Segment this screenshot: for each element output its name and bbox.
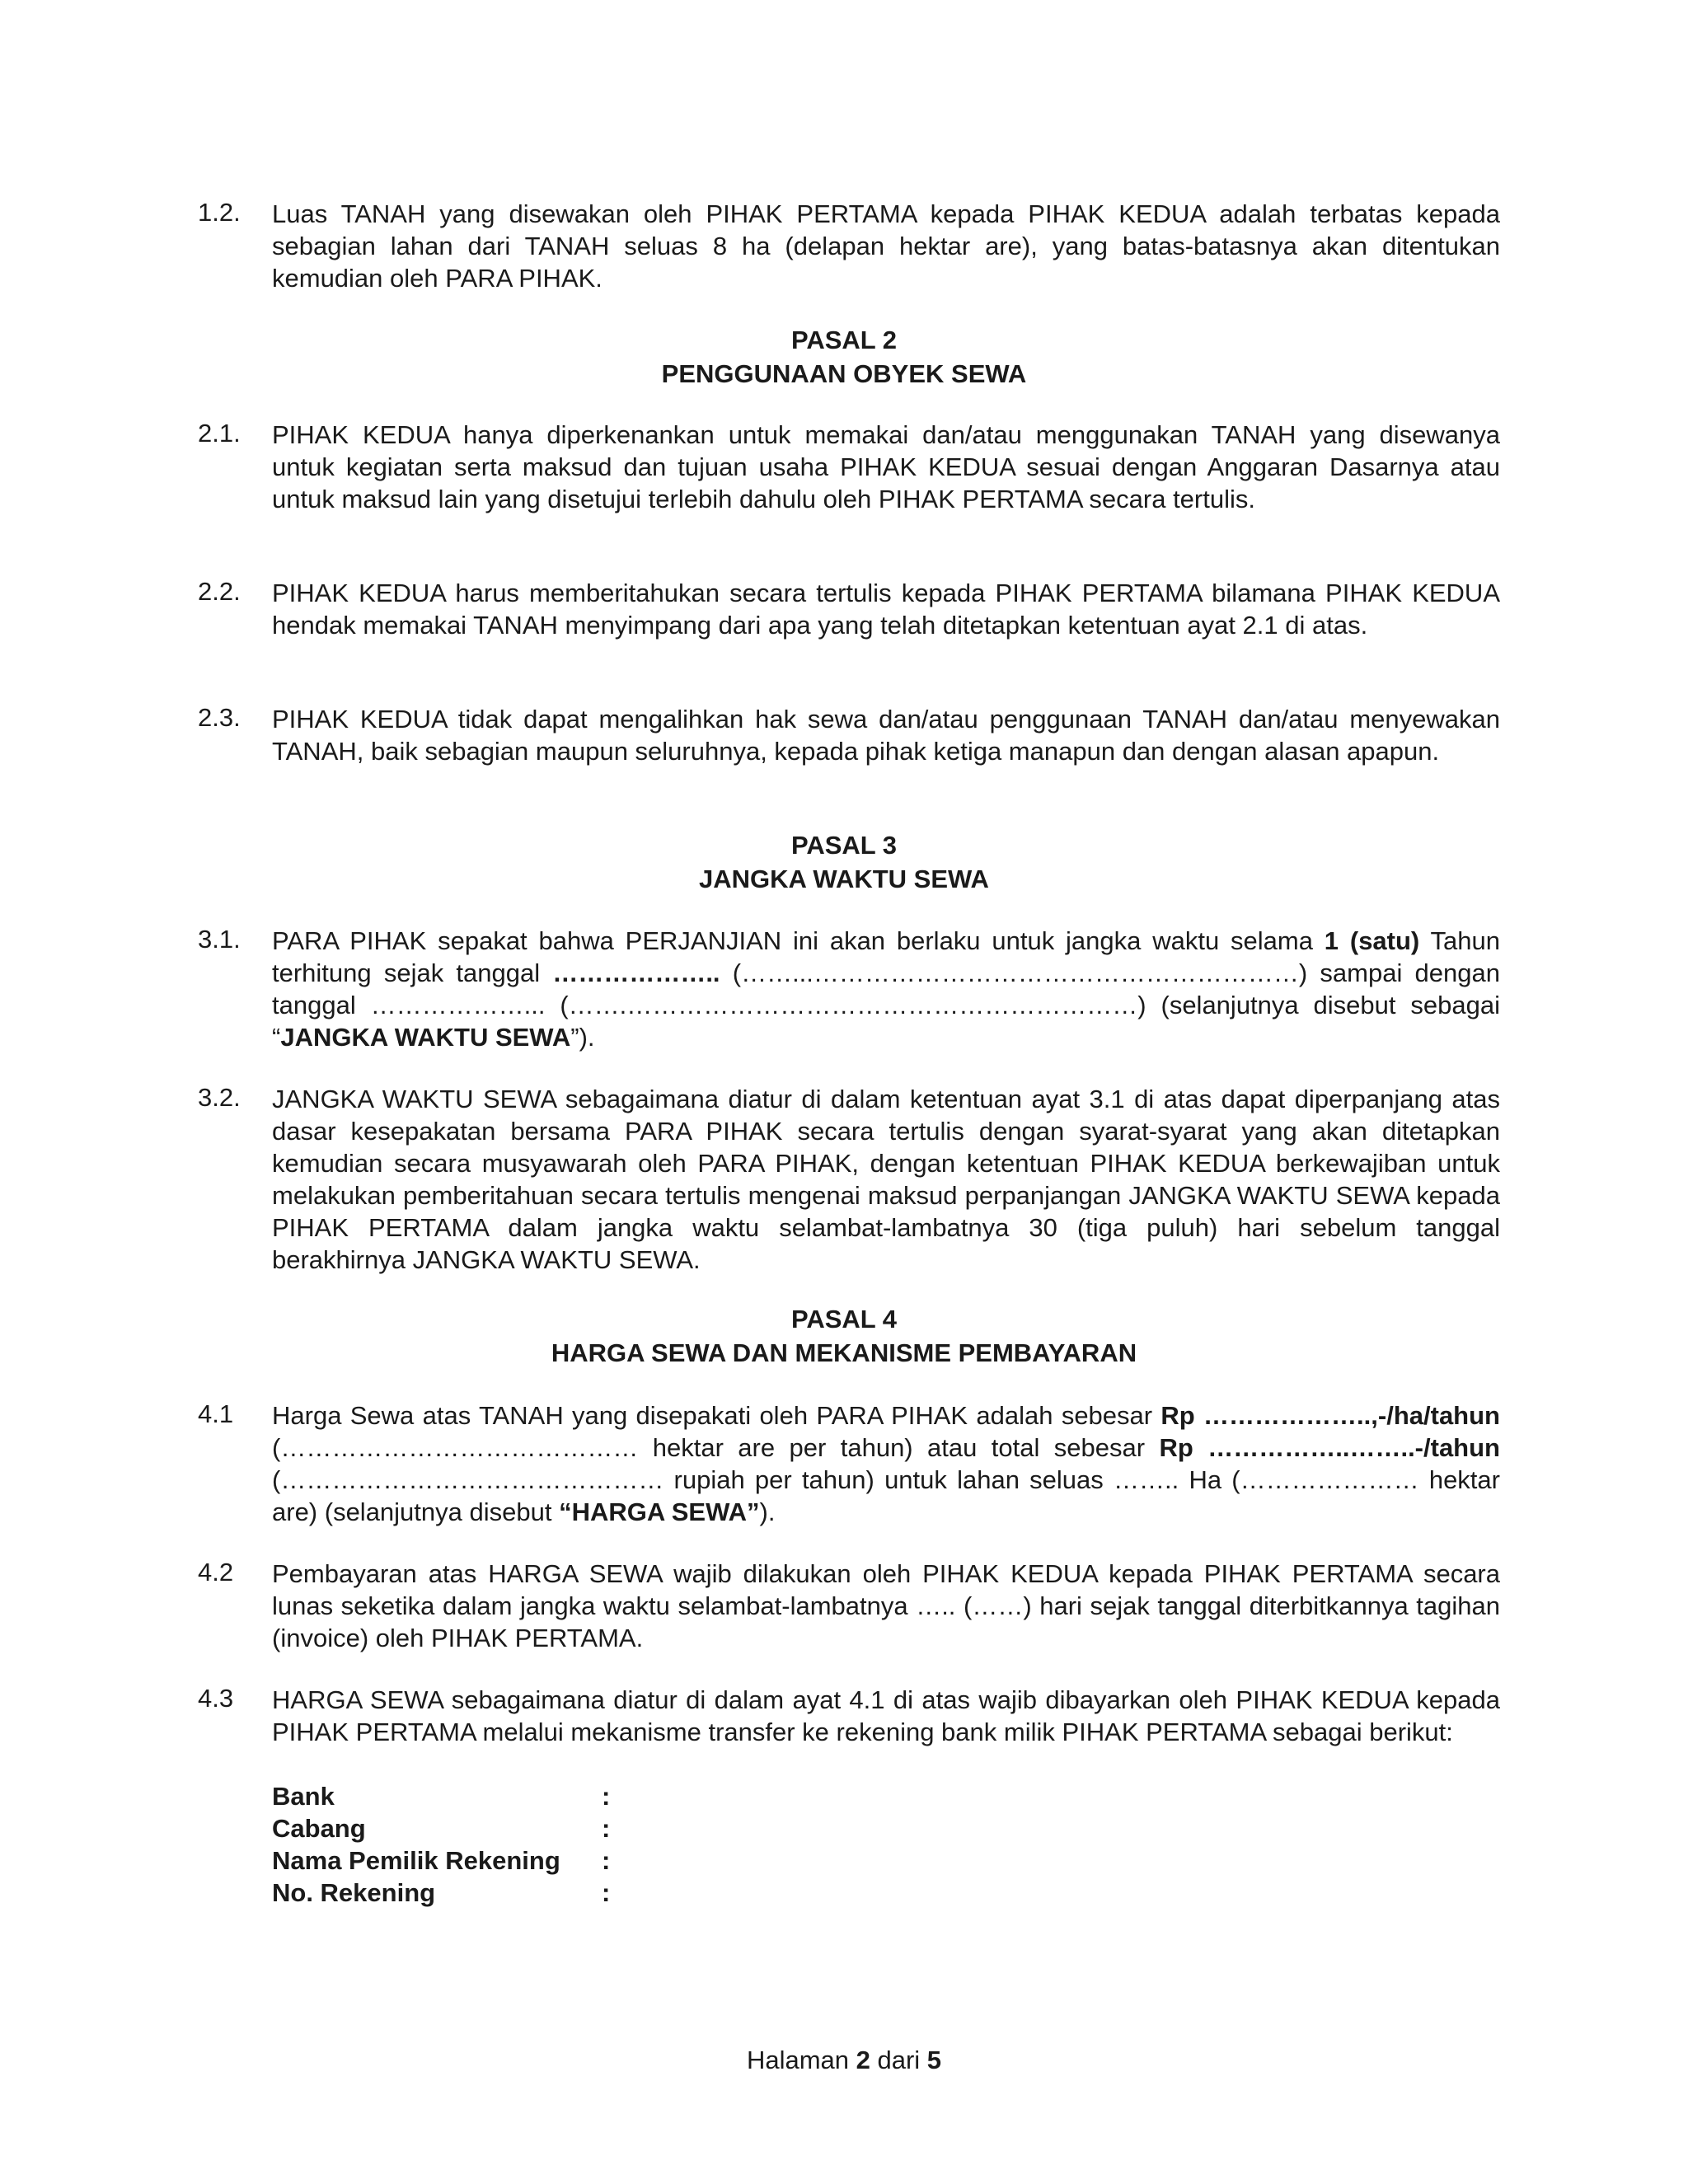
clause-1-2 [198, 198, 1500, 294]
clause-text: JANGKA WAKTU SEWA sebagaimana diatur di dalam ketentuan ayat 3.1 di atas dapat diperpanjang atas dasar kesepakatan bersama PARA PIHAK secara tertulis dengan syarat-syarat yang akan ditetapkan kemudian secara musyawarah oleh PARA PIHAK, dengan ketentuan PIHAK KEDUA berkewajiban untuk melakukan pemberitahuan secara tertulis mengenai maksud perpanjangan JANGKA WAKTU SEWA kepada PIHAK PERTAMA dalam jangka waktu selambat-lambatnya 30 (tiga puluh) hari sebelum tanggal berakhirnya JANGKA WAKTU SEWA. [272, 1085, 1500, 1274]
clause-number: 3.1. [198, 925, 241, 954]
pasal-3-heading [0, 828, 1688, 896]
clause-4-3 [198, 1684, 1500, 1748]
clause-2-1 [198, 419, 1500, 515]
bank-details [272, 1780, 618, 1909]
clause-2-3 [198, 703, 1500, 767]
bank-label: Bank [272, 1782, 335, 1811]
pasal-title: PASAL 3 [790, 831, 898, 860]
page-total: 5 [926, 2046, 942, 2074]
bank-colon: : [602, 1782, 611, 1811]
account-holder-label: Nama Pemilik Rekening [272, 1846, 560, 1875]
page-footer [0, 2044, 1688, 2077]
pasal-title: PASAL 4 [790, 1305, 898, 1333]
clause-number: 1.2. [198, 198, 241, 227]
clause-number: 2.1. [198, 419, 241, 448]
clause-4-1 [198, 1399, 1500, 1528]
pasal-subtitle: HARGA SEWA DAN MEKANISME PEMBAYARAN [551, 1338, 1137, 1367]
branch-colon: : [602, 1814, 611, 1843]
clause-2-2 [198, 577, 1500, 641]
clause-text: PIHAK KEDUA hanya diperkenankan untuk memakai dan/atau menggunakan TANAH yang disewanya untuk kegiatan serta maksud dan tujuan usaha PIHAK KEDUA sesuai dengan Anggaran Dasarnya atau untuk maksud lain yang disetujui terlebih dahulu oleh PIHAK PERTAMA secara tertulis. [272, 420, 1500, 513]
branch-label: Cabang [272, 1814, 366, 1843]
clause-4-2 [198, 1558, 1500, 1654]
account-holder-colon: : [602, 1846, 611, 1875]
clause-number: 4.3 [198, 1684, 234, 1713]
pasal-title: PASAL 2 [790, 326, 898, 354]
clause-text: HARGA SEWA sebagaimana diatur di dalam ayat 4.1 di atas wajib dibayarkan oleh PIHAK KEDUA kepada PIHAK PERTAMA melalui mekanisme transfer ke rekening bank milik PIHAK PERTAMA sebagai berikut: [272, 1685, 1500, 1746]
account-holder-row [272, 1844, 618, 1877]
bank-row [272, 1780, 618, 1812]
pasal-2-heading [0, 323, 1688, 391]
clause-3-1 [198, 925, 1500, 1053]
clause-number: 2.3. [198, 703, 241, 732]
clause-text: PARA PIHAK sepakat bahwa PERJANJIAN ini akan berlaku untuk jangka waktu selama 1 (satu) Tahun terhitung sejak tanggal ……………….. (……...…………………………………………………) sampai dengan tanggal ………………... (…….……………………………………………………) (selanjutnya disebut sebagai “JANGKA WAKTU SEWA”). [272, 926, 1500, 1052]
pasal-subtitle: JANGKA WAKTU SEWA [699, 865, 989, 893]
clause-number: 4.2 [198, 1558, 234, 1586]
clause-text: Luas TANAH yang disewakan oleh PIHAK PERTAMA kepada PIHAK KEDUA adalah terbatas kepada sebagian lahan dari TANAH seluas 8 ha (delapan hektar are), yang batas-batasnya akan ditentukan kemudian oleh PARA PIHAK. [272, 199, 1500, 293]
clause-3-2 [198, 1083, 1500, 1276]
account-number-row [272, 1877, 618, 1909]
clause-text: Harga Sewa atas TANAH yang disepakati oleh PARA PIHAK adalah sebesar Rp ………………..,-/ha/tahun (…………………………………… hektar are per tahun) atau total sebesar Rp ……………..……..-/tahun (……………………………………… rupiah per tahun) untuk lahan seluas …….. Ha (………………… hektar are) (selanjutnya disebut “HARGA SEWA”). [272, 1401, 1500, 1526]
clause-number: 3.2. [198, 1083, 241, 1112]
clause-text: PIHAK KEDUA tidak dapat mengalihkan hak sewa dan/atau penggunaan TANAH dan/atau menyewakan TANAH, baik sebagian maupun seluruhnya, kepada pihak ketiga manapun dan dengan alasan apapun. [272, 705, 1500, 766]
footer-middle: dari [870, 2046, 927, 2074]
branch-row [272, 1812, 618, 1844]
pasal-subtitle: PENGGUNAAN OBYEK SEWA [661, 359, 1027, 388]
page-number: 2 [856, 2046, 870, 2074]
account-number-label: No. Rekening [272, 1878, 436, 1907]
clause-number: 2.2. [198, 577, 241, 606]
clause-text: PIHAK KEDUA harus memberitahukan secara tertulis kepada PIHAK PERTAMA bilamana PIHAK KEDUA hendak memakai TANAH menyimpang dari apa yang telah ditetapkan ketentuan ayat 2.1 di atas. [272, 579, 1500, 640]
clause-number: 4.1 [198, 1399, 234, 1428]
pasal-4-heading [0, 1302, 1688, 1370]
clause-text: Pembayaran atas HARGA SEWA wajib dilakukan oleh PIHAK KEDUA kepada PIHAK PERTAMA secara lunas seketika dalam jangka waktu selambat-lambatnya ….. (……) hari sejak tanggal diterbitkannya tagihan (invoice) oleh PIHAK PERTAMA. [272, 1559, 1500, 1652]
footer-prefix: Halaman [746, 2046, 856, 2074]
account-number-colon: : [602, 1878, 611, 1907]
